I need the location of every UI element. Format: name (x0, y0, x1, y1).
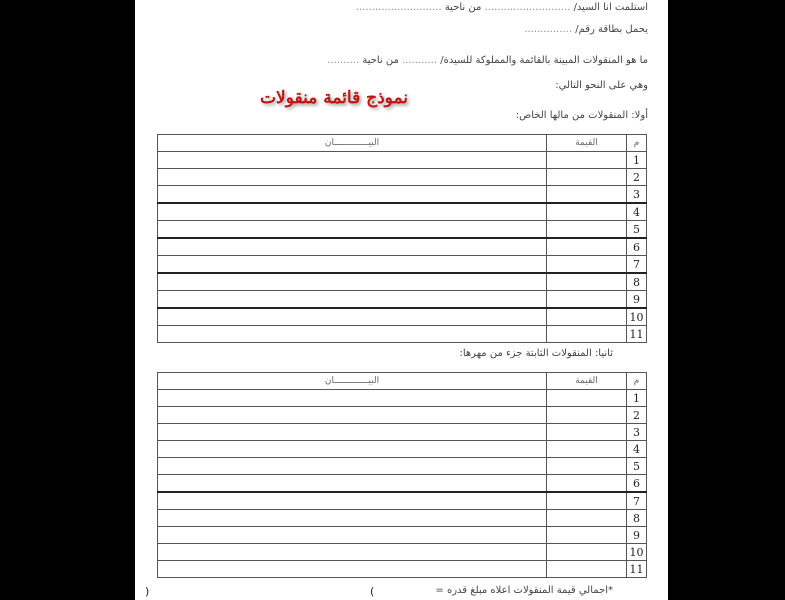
total-paren-close: ) (145, 585, 150, 598)
description-cell (158, 291, 547, 309)
row-number: 2 (627, 407, 647, 424)
table-row (158, 169, 647, 186)
description-cell (158, 527, 547, 544)
table-row (158, 203, 647, 221)
description-cell (158, 390, 547, 407)
row-number: 9 (627, 291, 647, 309)
table-row (158, 291, 647, 309)
header-line-id-card: يحمل بطاقة رقم/ ............... (524, 24, 648, 35)
table-row (158, 308, 647, 326)
table-row (158, 527, 647, 544)
description-cell (158, 544, 547, 561)
value-cell (547, 390, 627, 407)
value-cell (547, 221, 627, 239)
table-row (158, 510, 647, 527)
table-row (158, 424, 647, 441)
value-cell (547, 527, 627, 544)
value-cell (547, 475, 627, 493)
description-cell (158, 424, 547, 441)
description-cell (158, 561, 547, 578)
description-cell (158, 308, 547, 326)
col-value-header: القيمة (547, 135, 627, 152)
table-row (158, 256, 647, 274)
row-number: 10 (627, 544, 647, 561)
value-cell (547, 458, 627, 475)
table-row (158, 238, 647, 256)
row-number: 8 (627, 510, 647, 527)
table-row (158, 186, 647, 204)
value-cell (547, 561, 627, 578)
description-cell (158, 256, 547, 274)
col-value-header: القيمة (547, 373, 627, 390)
value-cell (547, 424, 627, 441)
header-line-owner: ما هو المنقولات المبينة بالقائمة والمملوكة للسيدة/ ........... من ناحية .......... (327, 55, 648, 66)
value-cell (547, 407, 627, 424)
row-number: 4 (627, 441, 647, 458)
value-cell (547, 152, 627, 169)
table-row (158, 326, 647, 343)
row-number: 11 (627, 326, 647, 343)
description-cell (158, 407, 547, 424)
description-cell (158, 152, 547, 169)
row-number: 4 (627, 203, 647, 221)
row-number: 9 (627, 527, 647, 544)
table-row (158, 407, 647, 424)
row-number: 3 (627, 186, 647, 204)
value-cell (547, 203, 627, 221)
row-number: 10 (627, 308, 647, 326)
row-number: 1 (627, 152, 647, 169)
value-cell (547, 291, 627, 309)
value-cell (547, 510, 627, 527)
row-number: 7 (627, 256, 647, 274)
row-number: 5 (627, 221, 647, 239)
table-row (158, 221, 647, 239)
table-row (158, 475, 647, 493)
value-cell (547, 273, 627, 291)
table-row (158, 441, 647, 458)
col-description-header: البيـــــــــــــان (158, 135, 547, 152)
value-cell (547, 441, 627, 458)
document-page (135, 0, 668, 600)
row-number: 2 (627, 169, 647, 186)
value-cell (547, 186, 627, 204)
row-number: 6 (627, 475, 647, 493)
table-row (158, 561, 647, 578)
document-title: نموذج قائمة منقولات (260, 88, 409, 108)
description-cell (158, 492, 547, 510)
description-cell (158, 186, 547, 204)
total-paren-open: ( (370, 585, 375, 598)
value-cell (547, 256, 627, 274)
header-line-as-follows: وهي على النحو التالي: (555, 80, 648, 91)
items-table-dowry (157, 372, 647, 578)
col-num-header: م (627, 135, 647, 152)
description-cell (158, 203, 547, 221)
col-num-header: م (627, 373, 647, 390)
description-cell (158, 221, 547, 239)
table-row (158, 273, 647, 291)
items-table-personal (157, 134, 647, 343)
value-cell (547, 308, 627, 326)
section2-label: ثانيا: المنقولات الثابتة جزء من مهرها: (459, 348, 613, 359)
row-number: 1 (627, 390, 647, 407)
table-row (158, 390, 647, 407)
row-number: 6 (627, 238, 647, 256)
row-number: 5 (627, 458, 647, 475)
section1-label: أولا: المنقولات من مالها الخاص: (515, 110, 648, 121)
row-number: 3 (627, 424, 647, 441)
description-cell (158, 441, 547, 458)
description-cell (158, 510, 547, 527)
description-cell (158, 475, 547, 493)
table-row (158, 152, 647, 169)
description-cell (158, 326, 547, 343)
total-value-line: *اجمالي قيمة المنقولات اعلاه مبلغ قدره = (435, 585, 613, 596)
description-cell (158, 458, 547, 475)
description-cell (158, 169, 547, 186)
row-number: 7 (627, 492, 647, 510)
value-cell (547, 544, 627, 561)
row-number: 11 (627, 561, 647, 578)
value-cell (547, 238, 627, 256)
table-row (158, 458, 647, 475)
value-cell (547, 492, 627, 510)
table-row (158, 544, 647, 561)
description-cell (158, 273, 547, 291)
value-cell (547, 169, 627, 186)
col-description-header: البيـــــــــــــان (158, 373, 547, 390)
value-cell (547, 326, 627, 343)
description-cell (158, 238, 547, 256)
header-line-recipient: استلمت انا السيد/ ........................... من ناحية ........................... (355, 2, 648, 13)
table-row (158, 492, 647, 510)
row-number: 8 (627, 273, 647, 291)
